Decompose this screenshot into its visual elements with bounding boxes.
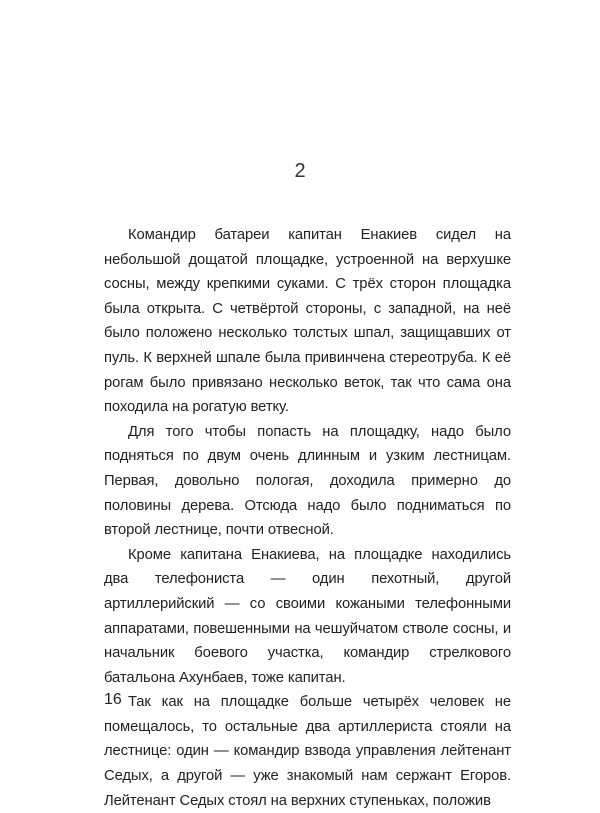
page-number: 16 [104, 691, 122, 708]
paragraph: Так как на площадке больше четырёх человек не помещалось, то остальные два артиллериста стояли на лестнице: один — командир взвода управления лейтенант Седых, а другой — уже знакомый нам сержант Егоров. Лейтенант Седых стоял на верхних ступеньках, положив [104, 694, 511, 809]
paragraph: Кроме капитана Енакиева, на площадке находились два телефониста — один пехотный, другой артиллерийский — со своими кожаными телефонными аппаратами, повешенными на чешуйчатом стволе сосны, и начальник боевого участка, командир стрелкового батальона Ахунбаев, тоже капитан. [104, 546, 511, 686]
paragraph: Для того чтобы попасть на площадку, надо было подняться по двум очень длинным и узким лестницам. Первая, довольно пологая, доходила примерно до половины дерева. Отсюда надо было подниматься по второй лестнице, почти отвесной. [104, 423, 511, 539]
paragraph: Командир батареи капитан Енакиев сидел на небольшой дощатой площадке, устроенной на верхушке сосны, между крепкими суками. С трёх сторон площадка была открыта. С четвёртой стороны, с западной, на неё было положено несколько толстых шпал, защищавших от пуль. К верхней шпале была привинчена стереотруба. К её рогам было привязано несколько веток, так что сама она походила на рогатую ветку. [104, 227, 511, 416]
chapter-number: 2 [294, 160, 306, 182]
body-text [104, 223, 511, 813]
